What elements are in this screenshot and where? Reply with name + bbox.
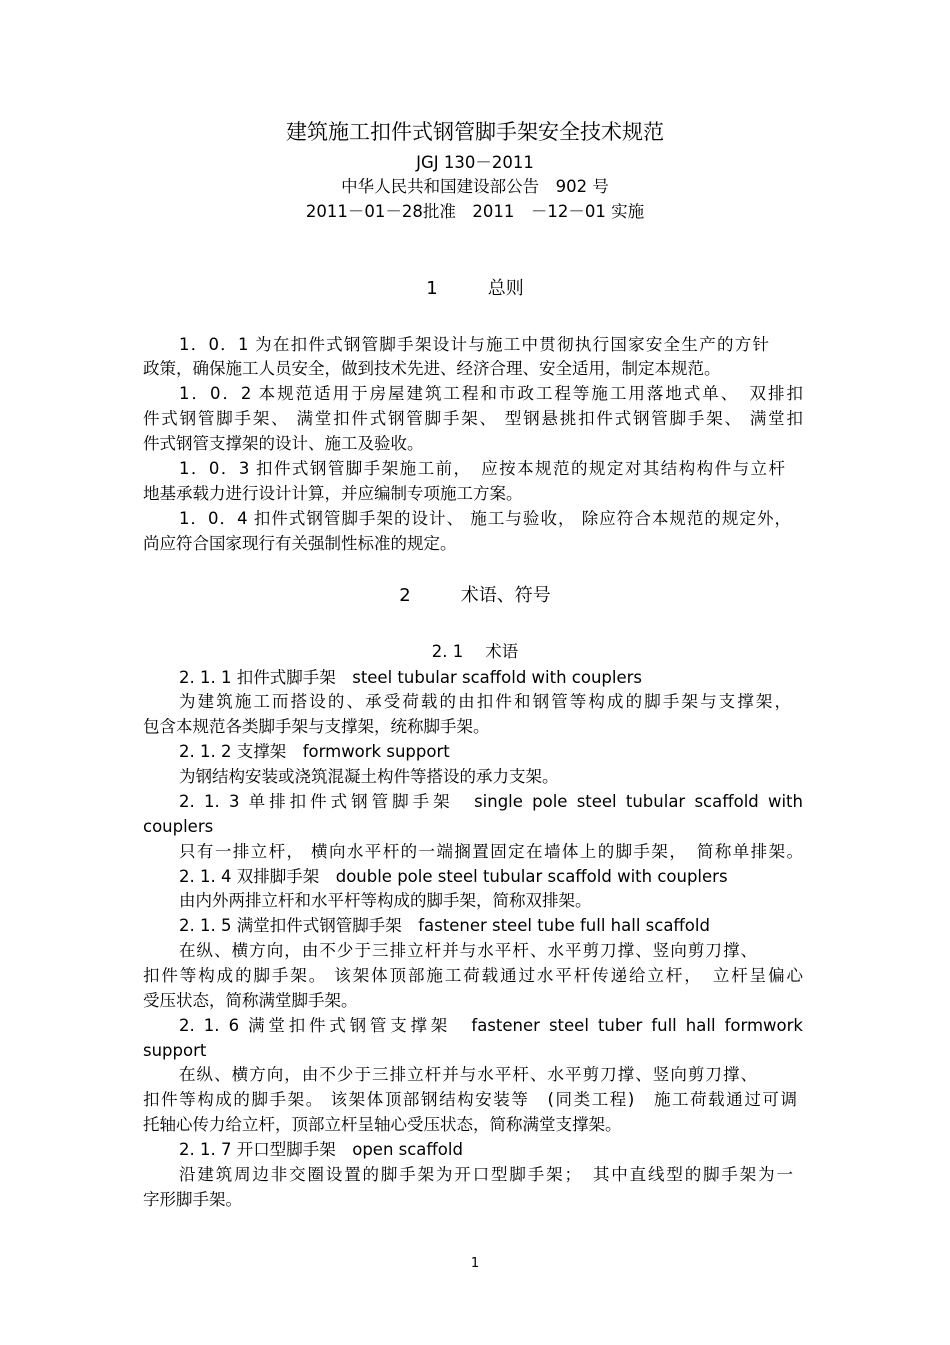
- chapter-1-heading: [0, 277, 950, 301]
- term-2-1-5-line-2: 扣件等构成的脚手架。 该架体顶部施工荷载通过水平杆传递给立杆， 立杆呈偏心: [143, 966, 803, 985]
- standard-code: JGJ 130－2011: [416, 153, 534, 172]
- clause-1-0-3-line-2: 地基承载力进行设计计算，并应编制专项施工方案。: [143, 484, 523, 503]
- term-2-1-6-line-1: 在纵、横方向，由不少于三排立杆并与水平杆、水平剪刀撑、竖向剪刀撑、: [179, 1065, 757, 1084]
- term-2-1-2-line-1: 为钢结构安装或浇筑混凝土构件等搭设的承力支架。: [179, 767, 559, 786]
- section-2-1-number: 2. 1: [431, 642, 464, 661]
- clause-1-0-2-line-3: 件式钢管支撑架的设计、施工及验收。: [143, 434, 424, 453]
- term-2-1-3-heading-cont: couplers: [143, 817, 214, 836]
- chapter-2-number: 2: [399, 585, 411, 606]
- chapter-1-title: 总则: [487, 278, 524, 299]
- approval-dates: 2011－01－28批准 2011 －12－01 实施: [305, 202, 645, 221]
- term-2-1-2-heading: 2. 1. 2 支撑架 formwork support: [179, 742, 450, 761]
- document-title: 建筑施工扣件式钢管脚手架安全技术规范: [286, 120, 664, 144]
- term-2-1-6-heading-cont: support: [143, 1041, 207, 1060]
- term-2-1-7-heading: 2. 1. 7 开口型脚手架 open scaffold: [179, 1140, 463, 1159]
- chapter-2-heading: [0, 584, 950, 608]
- clause-1-0-1-line-2: 政策，确保施工人员安全，做到技术先进、经济合理、安全适用，制定本规范。: [143, 359, 721, 378]
- clause-1-0-2-line-1: 1．0．2 本规范适用于房屋建筑工程和市政工程等施工用落地式单、 双排扣: [179, 384, 803, 403]
- term-2-1-4-heading: 2. 1. 4 双排脚手架 double pole steel tubular scaffold with couplers: [179, 867, 728, 886]
- announcement-line: 中华人民共和国建设部公告 902 号: [341, 177, 609, 196]
- term-2-1-6-heading: 2. 1. 6 满堂扣件式钢管支撑架 fastener steel tuber full hall formwork: [179, 1016, 803, 1035]
- term-2-1-1-line-2: 包含本规范各类脚手架与支撑架，统称脚手架。: [143, 717, 490, 736]
- term-2-1-5-line-1: 在纵、横方向，由不少于三排立杆并与水平杆、水平剪刀撑、竖向剪刀撑、: [179, 941, 757, 960]
- section-2-1-title: 术语: [485, 642, 519, 661]
- clause-1-0-1-line-1: 1．0．1 为在扣件式钢管脚手架设计与施工中贯彻执行国家安全生产的方针: [179, 335, 769, 354]
- term-2-1-5-heading: 2. 1. 5 满堂扣件式钢管脚手架 fastener steel tube full hall scaffold: [179, 916, 710, 935]
- term-2-1-3-line-1: 只有一排立杆， 横向水平杆的一端搁置固定在墙体上的脚手架， 简称单排架。: [179, 842, 803, 861]
- clause-1-0-4-line-2: 尚应符合国家现行有关强制性标准的规定。: [143, 534, 457, 553]
- term-2-1-6-line-2: 扣件等构成的脚手架。 该架体顶部钢结构安装等 (同类工程) 施工荷载通过可调: [143, 1090, 797, 1109]
- term-2-1-3-heading: 2. 1. 3 单排扣件式钢管脚手架 single pole steel tubular scaffold with: [179, 792, 803, 811]
- chapter-1-number: 1: [426, 278, 438, 299]
- chapter-2-title: 术语、符号: [460, 585, 551, 606]
- term-2-1-1-line-1: 为建筑施工而搭设的、承受荷载的由扣件和钢管等构成的脚手架与支撑架，: [179, 692, 791, 711]
- clause-1-0-2-line-2: 件式钢管脚手架、 满堂扣件式钢管脚手架、 型钢悬挑扣件式钢管脚手架、 满堂扣: [143, 409, 803, 428]
- term-2-1-4-line-1: 由内外两排立杆和水平杆等构成的脚手架，简称双排架。: [179, 891, 592, 910]
- term-2-1-7-line-1: 沿建筑周边非交圈设置的脚手架为开口型脚手架； 其中直线型的脚手架为一: [179, 1165, 793, 1184]
- term-2-1-1-heading: 2. 1. 1 扣件式脚手架 steel tubular scaffold with couplers: [179, 668, 643, 687]
- page-number: 1: [470, 1256, 480, 1271]
- section-2-1-heading: [0, 641, 950, 663]
- clause-1-0-4-line-1: 1．0．4 扣件式钢管脚手架的设计、 施工与验收， 除应符合本规范的规定外，: [179, 509, 791, 528]
- term-2-1-6-line-3: 托轴心传力给立杆，顶部立杆呈轴心受压状态，简称满堂支撑架。: [143, 1115, 622, 1134]
- term-2-1-7-line-2: 字形脚手架。: [143, 1190, 242, 1209]
- term-2-1-5-line-3: 受压状态，简称满堂脚手架。: [143, 991, 358, 1010]
- clause-1-0-3-line-1: 1．0．3 扣件式钢管脚手架施工前， 应按本规范的规定对其结构构件与立杆: [179, 459, 785, 478]
